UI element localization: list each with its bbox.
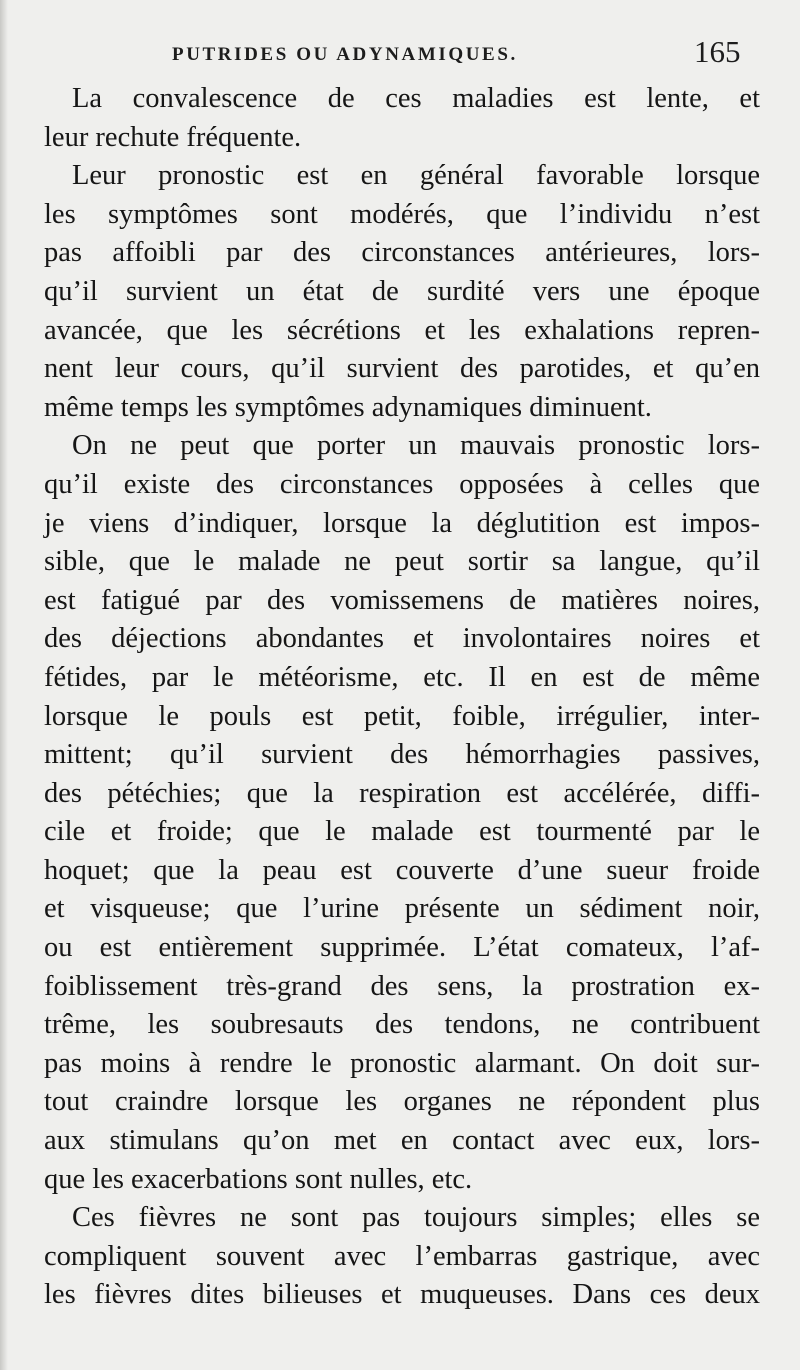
text-line: des déjections abondantes et involontaires noires et <box>44 623 760 655</box>
text-line: aux stimulans qu’on met en contact avec eux, lors- <box>44 1125 760 1157</box>
text-line: des pétéchies; que la respiration est accélérée, diffi- <box>44 777 760 809</box>
text-line: mittent; qu’il survient des hémorrhagies passives, <box>44 739 760 771</box>
text-line: est fatigué par des vomissemens de matières noires, <box>44 584 760 616</box>
text-line: cile et froide; que le malade est tourmenté par le <box>44 816 760 848</box>
body-text <box>44 80 760 1315</box>
text-line: pas moins à rendre le pronostic alarmant. On doit sur- <box>44 1047 760 1079</box>
running-head: PUTRIDES OU ADYNAMIQUES. <box>172 44 518 65</box>
text-line: trême, les soubresauts des tendons, ne contribuent <box>44 1009 760 1041</box>
text-line: pas affoibli par des circonstances antérieures, lors- <box>44 237 760 269</box>
text-line: qu’il survient un état de surdité vers une époque <box>44 275 760 307</box>
text-line: je viens d’indiquer, lorsque la déglutition est impos- <box>44 507 760 539</box>
text-line: nent leur cours, qu’il survient des parotides, et qu’en <box>44 353 760 385</box>
text-line: foiblissement très-grand des sens, la prostration ex- <box>44 970 760 1002</box>
text-line: On ne peut que porter un mauvais pronostic lors- <box>72 430 760 462</box>
text-line: sible, que le malade ne peut sortir sa langue, qu’il <box>44 546 760 578</box>
text-line: hoquet; que la peau est couverte d’une sueur froide <box>44 854 760 886</box>
text-line: avancée, que les sécrétions et les exhalations repren- <box>44 314 760 346</box>
text-line: et visqueuse; que l’urine présente un sédiment noir, <box>44 893 760 925</box>
text-line: Leur pronostic est en général favorable lorsque <box>72 160 760 192</box>
text-line: compliquent souvent avec l’embarras gastrique, avec <box>44 1240 760 1272</box>
text-line: même temps les symptômes adynamiques diminuent. <box>44 391 652 423</box>
text-line: Ces fièvres ne sont pas toujours simples; elles se <box>72 1202 760 1234</box>
text-line: les fièvres dites bilieuses et muqueuses. Dans ces deux <box>44 1279 760 1311</box>
page-edge-shadow <box>0 0 8 1370</box>
text-line: La convalescence de ces maladies est lente, et <box>72 83 760 114</box>
text-line: tout craindre lorsque les organes ne répondent plus <box>44 1086 760 1118</box>
page-number: 165 <box>694 34 741 69</box>
text-line: lorsque le pouls est petit, foible, irrégulier, inter- <box>44 700 760 732</box>
text-line: ou est entièrement supprimée. L’état comateux, l’af- <box>44 932 760 964</box>
text-line: qu’il existe des circonstances opposées à celles que <box>44 468 760 500</box>
text-line: que les exacerbations sont nulles, etc. <box>44 1163 473 1195</box>
text-line: les symptômes sont modérés, que l’individu n’est <box>44 198 760 230</box>
text-line: leur rechute fréquente. <box>44 121 302 153</box>
text-line: fétides, par le météorisme, etc. Il en est de même <box>44 661 760 693</box>
